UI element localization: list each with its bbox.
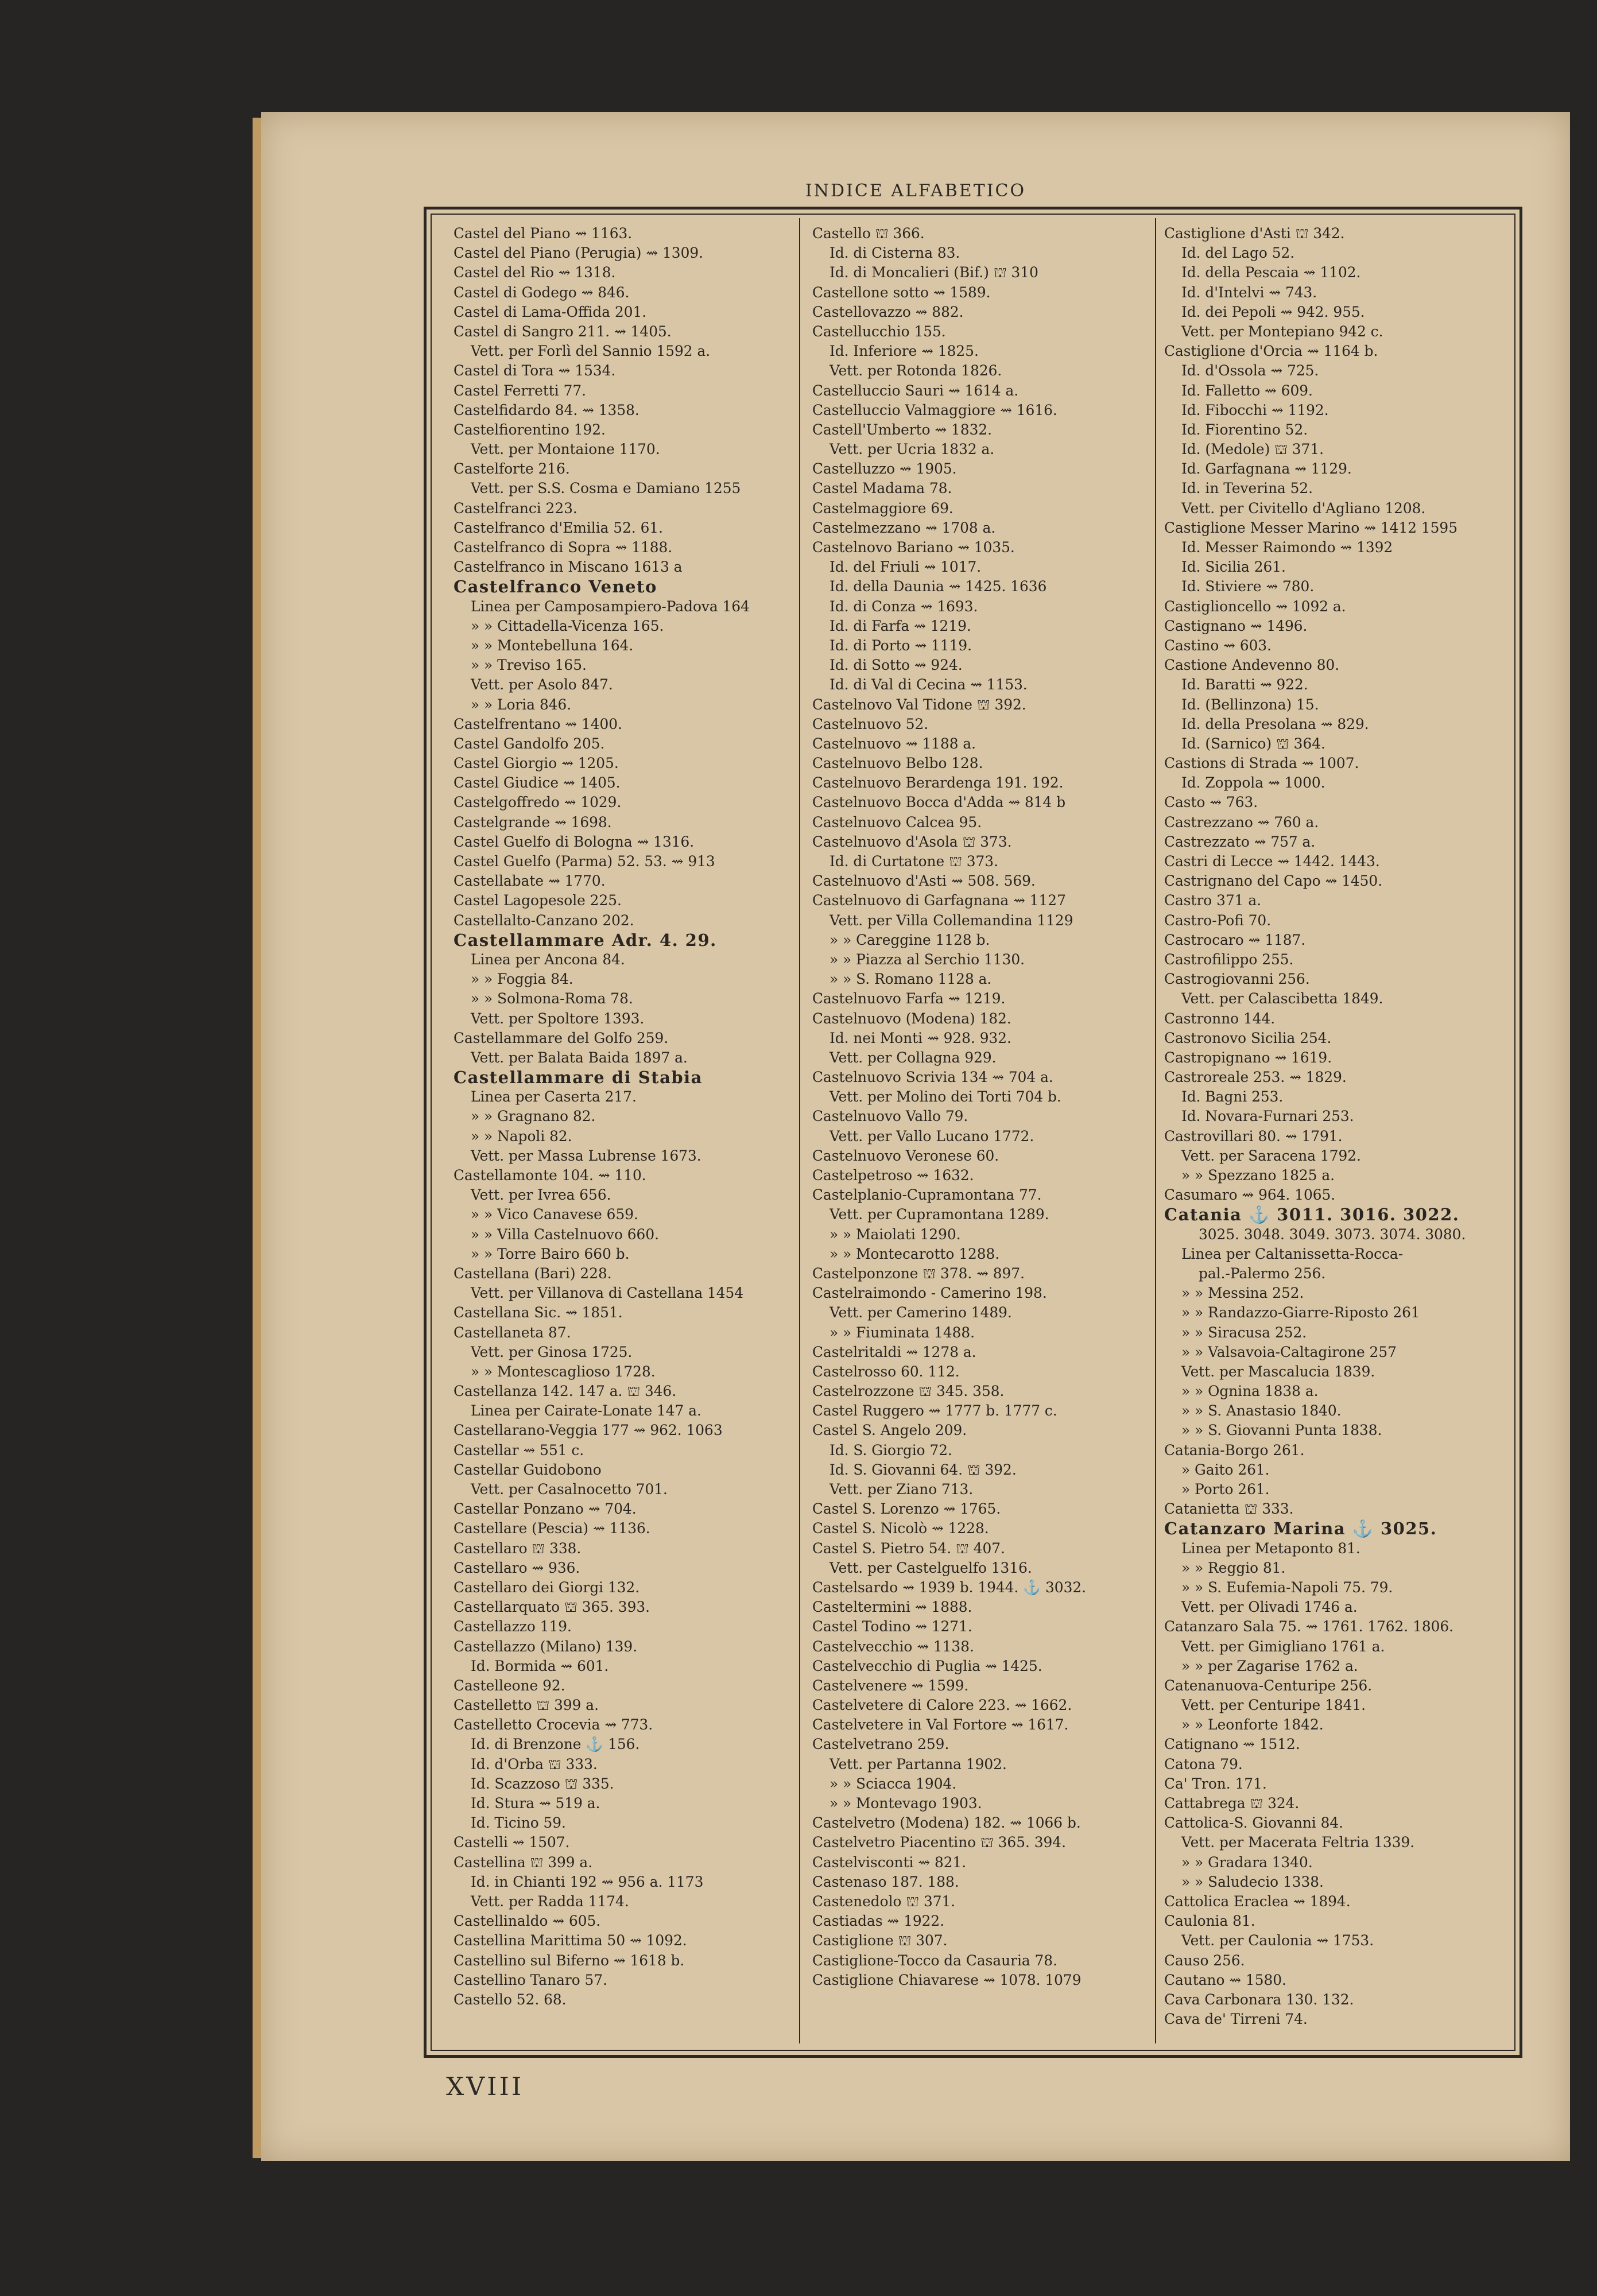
index-entry: » » per Zagarise 1762 a. — [1181, 1657, 1358, 1674]
index-entry: » » Careggine 1128 b. — [829, 931, 990, 948]
index-entry: » » Reggio 81. — [1181, 1559, 1286, 1576]
index-entry: Id. Scazzoso ⛫ 335. — [471, 1775, 614, 1792]
index-entry: Vett. per Forlì del Sannio 1592 a. — [471, 343, 711, 360]
index-entry: Castelnovo Bariano ⇝ 1035. — [812, 539, 1015, 556]
index-entry: Castelfranco di Sopra ⇝ 1188. — [453, 539, 673, 556]
index-entry: Castelgrande ⇝ 1698. — [453, 813, 612, 831]
index-entry: Vett. per Montaione 1170. — [471, 441, 660, 458]
index-entry: Castelpetroso ⇝ 1632. — [812, 1167, 974, 1184]
index-entry: Castellammare del Golfo 259. — [453, 1029, 669, 1046]
index-entry: Vett. per Castelguelfo 1316. — [829, 1559, 1032, 1576]
index-entry: Castronovo Sicilia 254. — [1164, 1029, 1332, 1046]
index-entry: Castelnuovo Scrivia 134 ⇝ 704 a. — [812, 1069, 1053, 1086]
index-entry: » » Foggia 84. — [471, 971, 573, 988]
index-entry: Castiglione Chiavarese ⇝ 1078. 1079 — [812, 1971, 1082, 1988]
index-entry: Castel Madama 78. — [812, 480, 952, 497]
index-entry: Casto ⇝ 763. — [1164, 794, 1258, 811]
index-entry: Catona 79. — [1164, 1755, 1243, 1773]
index-entry: Vett. per Centuripe 1841. — [1181, 1697, 1366, 1714]
index-entry: » » S. Anastasio 1840. — [1181, 1402, 1342, 1420]
index-entry: Castelvetere di Calore 223. ⇝ 1662. — [812, 1697, 1072, 1714]
index-entry: Cava de' Tirreni 74. — [1164, 2011, 1308, 2028]
index-entry: Vett. per Spoltore 1393. — [471, 1010, 645, 1027]
index-entry: Vett. per Villanova di Castellana 1454 — [471, 1285, 744, 1302]
index-entry: Castel del Rio ⇝ 1318. — [453, 264, 616, 281]
index-entry: Castellina Marittima 50 ⇝ 1092. — [453, 1932, 687, 1949]
index-entry: Castelfrentano ⇝ 1400. — [453, 715, 622, 732]
index-entry: Castronno 144. — [1164, 1010, 1276, 1027]
index-entry: Castrogiovanni 256. — [1164, 971, 1310, 988]
index-entry: Castions di Strada ⇝ 1007. — [1164, 755, 1359, 772]
index-entry: Vett. per Rotonda 1826. — [829, 362, 1002, 379]
index-entry: Castrezzano ⇝ 760 a. — [1164, 813, 1319, 831]
index-entry: Cautano ⇝ 1580. — [1164, 1971, 1286, 1988]
index-entry: Castelnuovo d'Asola ⛫ 373. — [812, 833, 1012, 850]
index-entry: Castellone sotto ⇝ 1589. — [812, 284, 991, 301]
page-header: INDICE ALFABETICO — [805, 181, 1026, 201]
index-entry: Castelnuovo Veronese 60. — [812, 1147, 999, 1164]
index-entry: Castel Guelfo di Bologna ⇝ 1316. — [453, 833, 695, 850]
index-entry: Catanietta ⛫ 333. — [1164, 1500, 1294, 1518]
index-entry: » » Loria 846. — [471, 696, 572, 713]
index-entry: Id. d'Orba ⛫ 333. — [471, 1755, 598, 1773]
index-entry: Vett. per Asolo 847. — [471, 676, 613, 693]
index-entry: Id. Fiorentino 52. — [1181, 421, 1308, 438]
index-entry: Castiglione d'Asti ⛫ 342. — [1164, 225, 1345, 242]
index-entry: Castellabate ⇝ 1770. — [453, 872, 606, 890]
index-entry: Id. S. Giovanni 64. ⛫ 392. — [829, 1461, 1017, 1478]
index-entry: » » Vico Canavese 659. — [471, 1206, 638, 1223]
index-column-1 — [453, 224, 795, 2043]
index-entry: » » Ognina 1838 a. — [1181, 1383, 1319, 1400]
index-entry: Castel di Sangro 211. ⇝ 1405. — [453, 323, 672, 340]
index-entry: Castelfranco d'Emilia 52. 61. — [453, 519, 664, 536]
index-entry: Id. di Porto ⇝ 1119. — [829, 637, 972, 654]
index-entry: Castelnuovo ⇝ 1188 a. — [812, 735, 976, 752]
index-entry: Castiglioncello ⇝ 1092 a. — [1164, 598, 1346, 615]
index-entry: Vett. per Massa Lubrense 1673. — [471, 1147, 701, 1164]
index-entry: Castelluccio Valmaggiore ⇝ 1616. — [812, 401, 1057, 418]
index-entry: Castellucchio 155. — [812, 323, 946, 340]
index-entry: Castellovazzo ⇝ 882. — [812, 303, 964, 320]
index-entry: Castrignano del Capo ⇝ 1450. — [1164, 872, 1383, 890]
index-entry: Casteltermini ⇝ 1888. — [812, 1599, 972, 1616]
index-entry: Castellazzo (Milano) 139. — [453, 1638, 638, 1655]
index-entry: Id. di Brenzone ⚓ 156. — [471, 1736, 640, 1753]
index-entry: Castrocaro ⇝ 1187. — [1164, 931, 1306, 948]
index-entry: Castelvenere ⇝ 1599. — [812, 1677, 969, 1694]
index-entry: Castelnuovo (Modena) 182. — [812, 1010, 1011, 1027]
index-entry: Id. Baratti ⇝ 922. — [1181, 676, 1308, 693]
index-entry: Id. Ticino 59. — [471, 1814, 566, 1832]
index-entry: Castelritaldi ⇝ 1278 a. — [812, 1343, 976, 1360]
index-entry: Castelrozzone ⛫ 345. 358. — [812, 1383, 1005, 1400]
index-entry: Castelvisconti ⇝ 821. — [812, 1853, 967, 1871]
index-entry: » » Siracusa 252. — [1181, 1324, 1307, 1341]
index-entry: Vett. per Collagna 929. — [829, 1049, 997, 1066]
index-entry: Catanzaro Marina ⚓ 3025. — [1164, 1519, 1437, 1539]
index-entry: Caulonia 81. — [1164, 1913, 1255, 1930]
index-entry: Castel Giudice ⇝ 1405. — [453, 774, 621, 792]
index-entry: Vett. per Radda 1174. — [471, 1892, 629, 1910]
index-entry: » » Messina 252. — [1181, 1285, 1304, 1302]
index-entry: » » Fiuminata 1488. — [829, 1324, 975, 1341]
index-entry: Vett. per Caulonia ⇝ 1753. — [1181, 1932, 1374, 1949]
index-entry: » » Piazza al Serchio 1130. — [829, 951, 1025, 968]
index-entry: Vett. per Ucria 1832 a. — [829, 441, 995, 458]
column-divider — [1155, 218, 1156, 2043]
column-divider — [799, 218, 800, 2043]
index-entry: Castellina ⛫ 399 a. — [453, 1853, 593, 1871]
index-entry: Catania ⚓ 3011. 3016. 3022. — [1164, 1205, 1460, 1225]
index-entry: Castel S. Lorenzo ⇝ 1765. — [812, 1500, 1001, 1518]
index-entry: Vett. per Molino dei Torti 704 b. — [829, 1088, 1061, 1106]
index-column-2 — [812, 224, 1154, 2043]
index-entry: Vett. per Saracena 1792. — [1181, 1147, 1361, 1164]
index-entry: » » Torre Bairo 660 b. — [471, 1245, 630, 1262]
index-entry: Castel Ruggero ⇝ 1777 b. 1777 c. — [812, 1402, 1057, 1420]
index-entry: Id. Stiviere ⇝ 780. — [1181, 578, 1315, 595]
index-entry: Vett. per Calascibetta 1849. — [1181, 990, 1383, 1007]
index-entry: Castino ⇝ 603. — [1164, 637, 1272, 654]
index-entry: Catania-Borgo 261. — [1164, 1441, 1305, 1459]
index-entry: Id. S. Giorgio 72. — [829, 1441, 952, 1459]
index-entry: 3025. 3048. 3049. 3073. 3074. 3080. — [1199, 1225, 1466, 1243]
index-entry: Castellaneta 87. — [453, 1324, 571, 1341]
index-column-3 — [1164, 224, 1509, 2043]
index-entry: Castro-Pofi 70. — [1164, 912, 1272, 929]
index-entry: Linea per Cairate-Lonate 147 a. — [471, 1402, 701, 1420]
index-entry: Castrezzato ⇝ 757 a. — [1164, 833, 1316, 850]
index-entry: » » S. Romano 1128 a. — [829, 971, 992, 988]
index-entry: Vett. per Gimigliano 1761 a. — [1181, 1638, 1385, 1655]
index-entry: Castelnovo Val Tidone ⛫ 392. — [812, 696, 1026, 713]
index-entry: Castelvetro Piacentino ⛫ 365. 394. — [812, 1834, 1066, 1851]
index-entry: Vett. per Macerata Feltria 1339. — [1181, 1834, 1415, 1851]
index-entry: » » Maiolati 1290. — [829, 1225, 961, 1243]
index-entry: Castel S. Pietro 54. ⛫ 407. — [812, 1539, 1005, 1557]
index-entry: Castelnuovo Belbo 128. — [812, 755, 983, 772]
index-entry: Castelmezzano ⇝ 1708 a. — [812, 519, 996, 536]
index-entry: Castelli ⇝ 1507. — [453, 1834, 570, 1851]
index-entry: » » Sciacca 1904. — [829, 1775, 957, 1792]
index-entry: Castrofilippo 255. — [1164, 951, 1294, 968]
index-entry: Id. nei Monti ⇝ 928. 932. — [829, 1029, 1011, 1046]
index-entry: Castelfiorentino 192. — [453, 421, 606, 438]
index-entry: Castroreale 253. ⇝ 1829. — [1164, 1069, 1347, 1086]
index-entry: Id. Falletto ⇝ 609. — [1181, 382, 1313, 399]
index-entry: Vett. per Mascalucia 1839. — [1181, 1363, 1375, 1380]
index-entry: Vett. per Ziano 713. — [829, 1481, 974, 1498]
index-entry: Id. in Teverina 52. — [1181, 480, 1313, 497]
index-entry: Castel Giorgio ⇝ 1205. — [453, 755, 619, 772]
index-entry: Castropignano ⇝ 1619. — [1164, 1049, 1332, 1066]
index-entry: Id. (Medole) ⛫ 371. — [1181, 441, 1324, 458]
index-entry: Castelnuovo di Garfagnana ⇝ 1127 — [812, 892, 1066, 909]
index-entry: Castione Andevenno 80. — [1164, 657, 1340, 674]
index-entry: Castelnuovo Berardenga 191. 192. — [812, 774, 1064, 792]
index-entry: Id. Fibocchi ⇝ 1192. — [1181, 401, 1329, 418]
index-entry: Id. d'Intelvi ⇝ 743. — [1181, 284, 1317, 301]
index-entry: Id. del Lago 52. — [1181, 245, 1295, 262]
index-entry: Castelletto Crocevia ⇝ 773. — [453, 1716, 653, 1733]
index-entry: Castelgoffredo ⇝ 1029. — [453, 794, 622, 811]
index-entry: Cattolica Eraclea ⇝ 1894. — [1164, 1892, 1351, 1910]
index-entry: Id. Zoppola ⇝ 1000. — [1181, 774, 1325, 792]
index-entry: Castellalto-Canzano 202. — [453, 912, 634, 929]
index-entry: Id. di Moncalieri (Bif.) ⛫ 310 — [829, 264, 1038, 281]
index-entry: » Gaito 261. — [1181, 1461, 1270, 1478]
index-entry: Id. di Sotto ⇝ 924. — [829, 657, 963, 674]
index-entry: Castellar Guidobono — [453, 1461, 602, 1478]
index-entry: Castellazzo 119. — [453, 1618, 572, 1635]
index-entry: Castiglione Messer Marino ⇝ 1412 1595 — [1164, 519, 1458, 536]
index-entry: Id. dei Pepoli ⇝ 942. 955. — [1181, 303, 1365, 320]
index-entry: Castellarano-Veggia 177 ⇝ 962. 1063 — [453, 1422, 723, 1439]
index-entry: Id. Novara-Furnari 253. — [1181, 1108, 1354, 1125]
index-entry: Vett. per Cupramontana 1289. — [829, 1206, 1049, 1223]
index-entry: Castel S. Nicolò ⇝ 1228. — [812, 1520, 989, 1537]
index-entry: Cattabrega ⛫ 324. — [1164, 1795, 1300, 1812]
index-entry: Castellaro dei Giorgi 132. — [453, 1578, 640, 1596]
index-entry: Castello 52. 68. — [453, 1991, 567, 2008]
index-entry: Linea per Camposampiero-Padova 164 — [471, 598, 750, 615]
index-entry: pal.-Palermo 256. — [1199, 1265, 1326, 1282]
index-entry: Castel di Godego ⇝ 846. — [453, 284, 630, 301]
index-entry: » » Treviso 165. — [471, 657, 587, 674]
index-entry: Castelluzzo ⇝ 1905. — [812, 460, 957, 478]
index-entry: Castelvetere in Val Fortore ⇝ 1617. — [812, 1716, 1069, 1733]
index-entry: » » Spezzano 1825 a. — [1181, 1167, 1335, 1184]
index-entry: Castellaro ⇝ 936. — [453, 1559, 580, 1576]
index-entry: Id. di Val di Cecina ⇝ 1153. — [829, 676, 1028, 693]
index-entry: Id. della Pescaia ⇝ 1102. — [1181, 264, 1361, 281]
index-entry: Id. Inferiore ⇝ 1825. — [829, 343, 979, 360]
index-entry: Id. del Friuli ⇝ 1017. — [829, 559, 982, 576]
index-entry: Castel del Piano ⇝ 1163. — [453, 225, 633, 242]
index-entry: Id. di Conza ⇝ 1693. — [829, 598, 978, 615]
index-entry: » » Napoli 82. — [471, 1127, 572, 1145]
index-entry: Id. (Sarnico) ⛫ 364. — [1181, 735, 1325, 752]
index-entry: Castelraimondo - Camerino 198. — [812, 1285, 1047, 1302]
index-entry: Castelluccio Sauri ⇝ 1614 a. — [812, 382, 1019, 399]
index-entry: Castellino Tanaro 57. — [453, 1971, 607, 1988]
index-entry: Castelvetro (Modena) 182. ⇝ 1066 b. — [812, 1814, 1081, 1832]
index-entry: Vett. per Casalnocetto 701. — [471, 1481, 668, 1498]
index-entry: Castelvecchio ⇝ 1138. — [812, 1638, 974, 1655]
index-entry: Castell'Umberto ⇝ 1832. — [812, 421, 993, 438]
index-entry: Ca' Tron. 171. — [1164, 1775, 1267, 1792]
index-entry: Vett. per Balata Baida 1897 a. — [471, 1049, 688, 1066]
index-entry: Id. Garfagnana ⇝ 1129. — [1181, 460, 1352, 478]
index-entry: Castellino sul Biferno ⇝ 1618 b. — [453, 1952, 685, 1969]
index-entry: Castelplanio-Cupramontana 77. — [812, 1186, 1042, 1204]
index-entry: Catenanuova-Centuripe 256. — [1164, 1677, 1373, 1694]
index-entry: Vett. per Ivrea 656. — [471, 1186, 611, 1204]
index-entry: Castellar Ponzano ⇝ 704. — [453, 1500, 637, 1518]
index-entry: Castelrosso 60. 112. — [812, 1363, 960, 1380]
index-entry: Castelnuovo Calcea 95. — [812, 813, 982, 831]
index-entry: Vett. per Civitello d'Agliano 1208. — [1181, 499, 1426, 517]
index-entry: Id. Bormida ⇝ 601. — [471, 1657, 609, 1674]
index-entry: Vett. per Villa Collemandina 1129 — [829, 912, 1073, 929]
index-entry: Linea per Ancona 84. — [471, 951, 625, 968]
index-entry: Castello ⛫ 366. — [812, 225, 925, 242]
index-entry: Cattolica-S. Giovanni 84. — [1164, 1814, 1344, 1832]
index-entry: Castellammare di Stabia — [453, 1068, 703, 1088]
index-entry: Castiglione-Tocco da Casauria 78. — [812, 1952, 1057, 1969]
index-entry: Linea per Metaponto 81. — [1181, 1539, 1360, 1557]
index-entry: Id. di Farfa ⇝ 1219. — [829, 617, 971, 634]
index-entry: Castiglione d'Orcia ⇝ 1164 b. — [1164, 343, 1378, 360]
index-entry: Castel S. Angelo 209. — [812, 1422, 967, 1439]
index-entry: Castelsardo ⇝ 1939 b. 1944. ⚓ 3032. — [812, 1578, 1087, 1596]
index-entry: Castel Todino ⇝ 1271. — [812, 1618, 972, 1635]
index-entry: Castri di Lecce ⇝ 1442. 1443. — [1164, 853, 1380, 870]
index-entry: Id. di Curtatone ⛫ 373. — [829, 853, 998, 870]
index-entry: Castellana (Bari) 228. — [453, 1265, 612, 1282]
index-entry: Vett. per Camerino 1489. — [829, 1304, 1012, 1321]
index-entry: » » Montescaglioso 1728. — [471, 1363, 656, 1380]
index-entry: Castelfidardo 84. ⇝ 1358. — [453, 401, 639, 418]
index-entry: Id. Messer Raimondo ⇝ 1392 — [1181, 539, 1393, 556]
index-entry: » » Montecarotto 1288. — [829, 1245, 1000, 1262]
index-entry: Castelmaggiore 69. — [812, 499, 953, 517]
index-entry: Catignano ⇝ 1512. — [1164, 1736, 1300, 1753]
index-entry: » » Leonforte 1842. — [1181, 1716, 1324, 1733]
index-entry: Castellanza 142. 147 a. ⛫ 346. — [453, 1383, 677, 1400]
index-entry: Linea per Caserta 217. — [471, 1088, 637, 1106]
index-entry: » » Gragnano 82. — [471, 1108, 596, 1125]
index-entry: Castignano ⇝ 1496. — [1164, 617, 1308, 634]
index-entry: » » Valsavoia-Caltagirone 257 — [1181, 1343, 1397, 1360]
index-entry: » » Saludecio 1338. — [1181, 1873, 1324, 1890]
index-entry: Vett. per Ginosa 1725. — [471, 1343, 633, 1360]
index-entry: Castelnuovo 52. — [812, 715, 929, 732]
index-entry: Castel del Piano (Perugia) ⇝ 1309. — [453, 245, 704, 262]
index-entry: Castelponzone ⛫ 378. ⇝ 897. — [812, 1265, 1025, 1282]
index-entry: Id. in Chianti 192 ⇝ 956 a. 1173 — [471, 1873, 704, 1890]
index-entry: Castellamonte 104. ⇝ 110. — [453, 1167, 646, 1184]
index-entry: » » Solmona-Roma 78. — [471, 990, 633, 1007]
index-entry: Castenedolo ⛫ 371. — [812, 1892, 956, 1910]
index-entry: Castelnuovo Farfa ⇝ 1219. — [812, 990, 1006, 1007]
index-entry: Id. della Daunia ⇝ 1425. 1636 — [829, 578, 1047, 595]
index-entry: Castelnuovo Vallo 79. — [812, 1108, 968, 1125]
index-entry: » » S. Eufemia-Napoli 75. 79. — [1181, 1578, 1393, 1596]
index-entry: Castel Lagopesole 225. — [453, 892, 622, 909]
index-entry: Castellammare Adr. 4. 29. — [453, 930, 717, 950]
index-entry: Castel Ferretti 77. — [453, 382, 587, 399]
index-entry: Castelvetrano 259. — [812, 1736, 949, 1753]
index-entry: » » Randazzo-Giarre-Riposto 261 — [1181, 1304, 1420, 1321]
index-entry: Castelfranci 223. — [453, 499, 577, 517]
index-entry: Castelnuovo Bocca d'Adda ⇝ 814 b — [812, 794, 1066, 811]
index-entry: Cava Carbonara 130. 132. — [1164, 1991, 1354, 2008]
index-entry: Catanzaro Sala 75. ⇝ 1761. 1762. 1806. — [1164, 1618, 1454, 1635]
index-entry: Castelnuovo d'Asti ⇝ 508. 569. — [812, 872, 1036, 890]
index-entry: Vett. per Partanna 1902. — [829, 1755, 1007, 1773]
page-number: XVIII — [446, 2072, 524, 2101]
index-entry: Castellare (Pescia) ⇝ 1136. — [453, 1520, 650, 1537]
index-entry: Castro 371 a. — [1164, 892, 1261, 909]
index-entry: » » S. Giovanni Punta 1838. — [1181, 1422, 1382, 1439]
index-entry: Vett. per S.S. Cosma e Damiano 1255 — [471, 480, 741, 497]
index-entry: Vett. per Olivadi 1746 a. — [1181, 1599, 1358, 1616]
index-entry: Linea per Caltanissetta-Rocca- — [1181, 1245, 1404, 1262]
index-entry: Castelvecchio di Puglia ⇝ 1425. — [812, 1657, 1042, 1674]
index-entry: » » Gradara 1340. — [1181, 1853, 1313, 1871]
index-entry: Castellana Sic. ⇝ 1851. — [453, 1304, 623, 1321]
index-entry: » » Montevago 1903. — [829, 1795, 982, 1812]
index-entry: » » Montebelluna 164. — [471, 637, 634, 654]
index-entry: Castenaso 187. 188. — [812, 1873, 959, 1890]
index-entry: Castellarquato ⛫ 365. 393. — [453, 1599, 650, 1616]
index-entry: Id. (Bellinzona) 15. — [1181, 696, 1319, 713]
index-entry: Castelforte 216. — [453, 460, 570, 478]
index-entry: » Porto 261. — [1181, 1481, 1270, 1498]
index-entry: Castelleone 92. — [453, 1677, 565, 1694]
index-entry: Castelfranco in Miscano 1613 a — [453, 559, 683, 576]
index-entry: Castellar ⇝ 551 c. — [453, 1441, 584, 1459]
index-entry: Castiglione ⛫ 307. — [812, 1932, 948, 1949]
index-entry: » » Cittadella-Vicenza 165. — [471, 617, 664, 634]
index-entry: » » Villa Castelnuovo 660. — [471, 1225, 659, 1243]
index-entry: Id. Stura ⇝ 519 a. — [471, 1795, 600, 1812]
index-entry: Castelletto ⛫ 399 a. — [453, 1697, 599, 1714]
index-entry: Id. di Cisterna 83. — [829, 245, 960, 262]
index-entry: Castellinaldo ⇝ 605. — [453, 1913, 601, 1930]
index-entry: Vett. per Vallo Lucano 1772. — [829, 1127, 1034, 1145]
index-entry: Castelfranco Veneto — [453, 577, 657, 597]
index-entry: Casumaro ⇝ 964. 1065. — [1164, 1186, 1336, 1204]
index-entry: Vett. per Montepiano 942 c. — [1181, 323, 1383, 340]
index-entry: Castel Gandolfo 205. — [453, 735, 605, 752]
index-entry: Castel di Tora ⇝ 1534. — [453, 362, 616, 379]
index-entry: Causo 256. — [1164, 1952, 1245, 1969]
index-entry: Id. Bagni 253. — [1181, 1088, 1284, 1106]
index-entry: Id. d'Ossola ⇝ 725. — [1181, 362, 1319, 379]
index-entry: Castel Guelfo (Parma) 52. 53. ⇝ 913 — [453, 853, 715, 870]
index-entry: Id. della Presolana ⇝ 829. — [1181, 715, 1369, 732]
index-entry: Castellaro ⛫ 338. — [453, 1539, 582, 1557]
index-entry: Castrovillari 80. ⇝ 1791. — [1164, 1127, 1343, 1145]
index-entry: Id. Sicilia 261. — [1181, 559, 1286, 576]
book-page — [261, 112, 1570, 2161]
index-entry: Castel di Lama-Offida 201. — [453, 303, 647, 320]
index-entry: Castiadas ⇝ 1922. — [812, 1913, 945, 1930]
